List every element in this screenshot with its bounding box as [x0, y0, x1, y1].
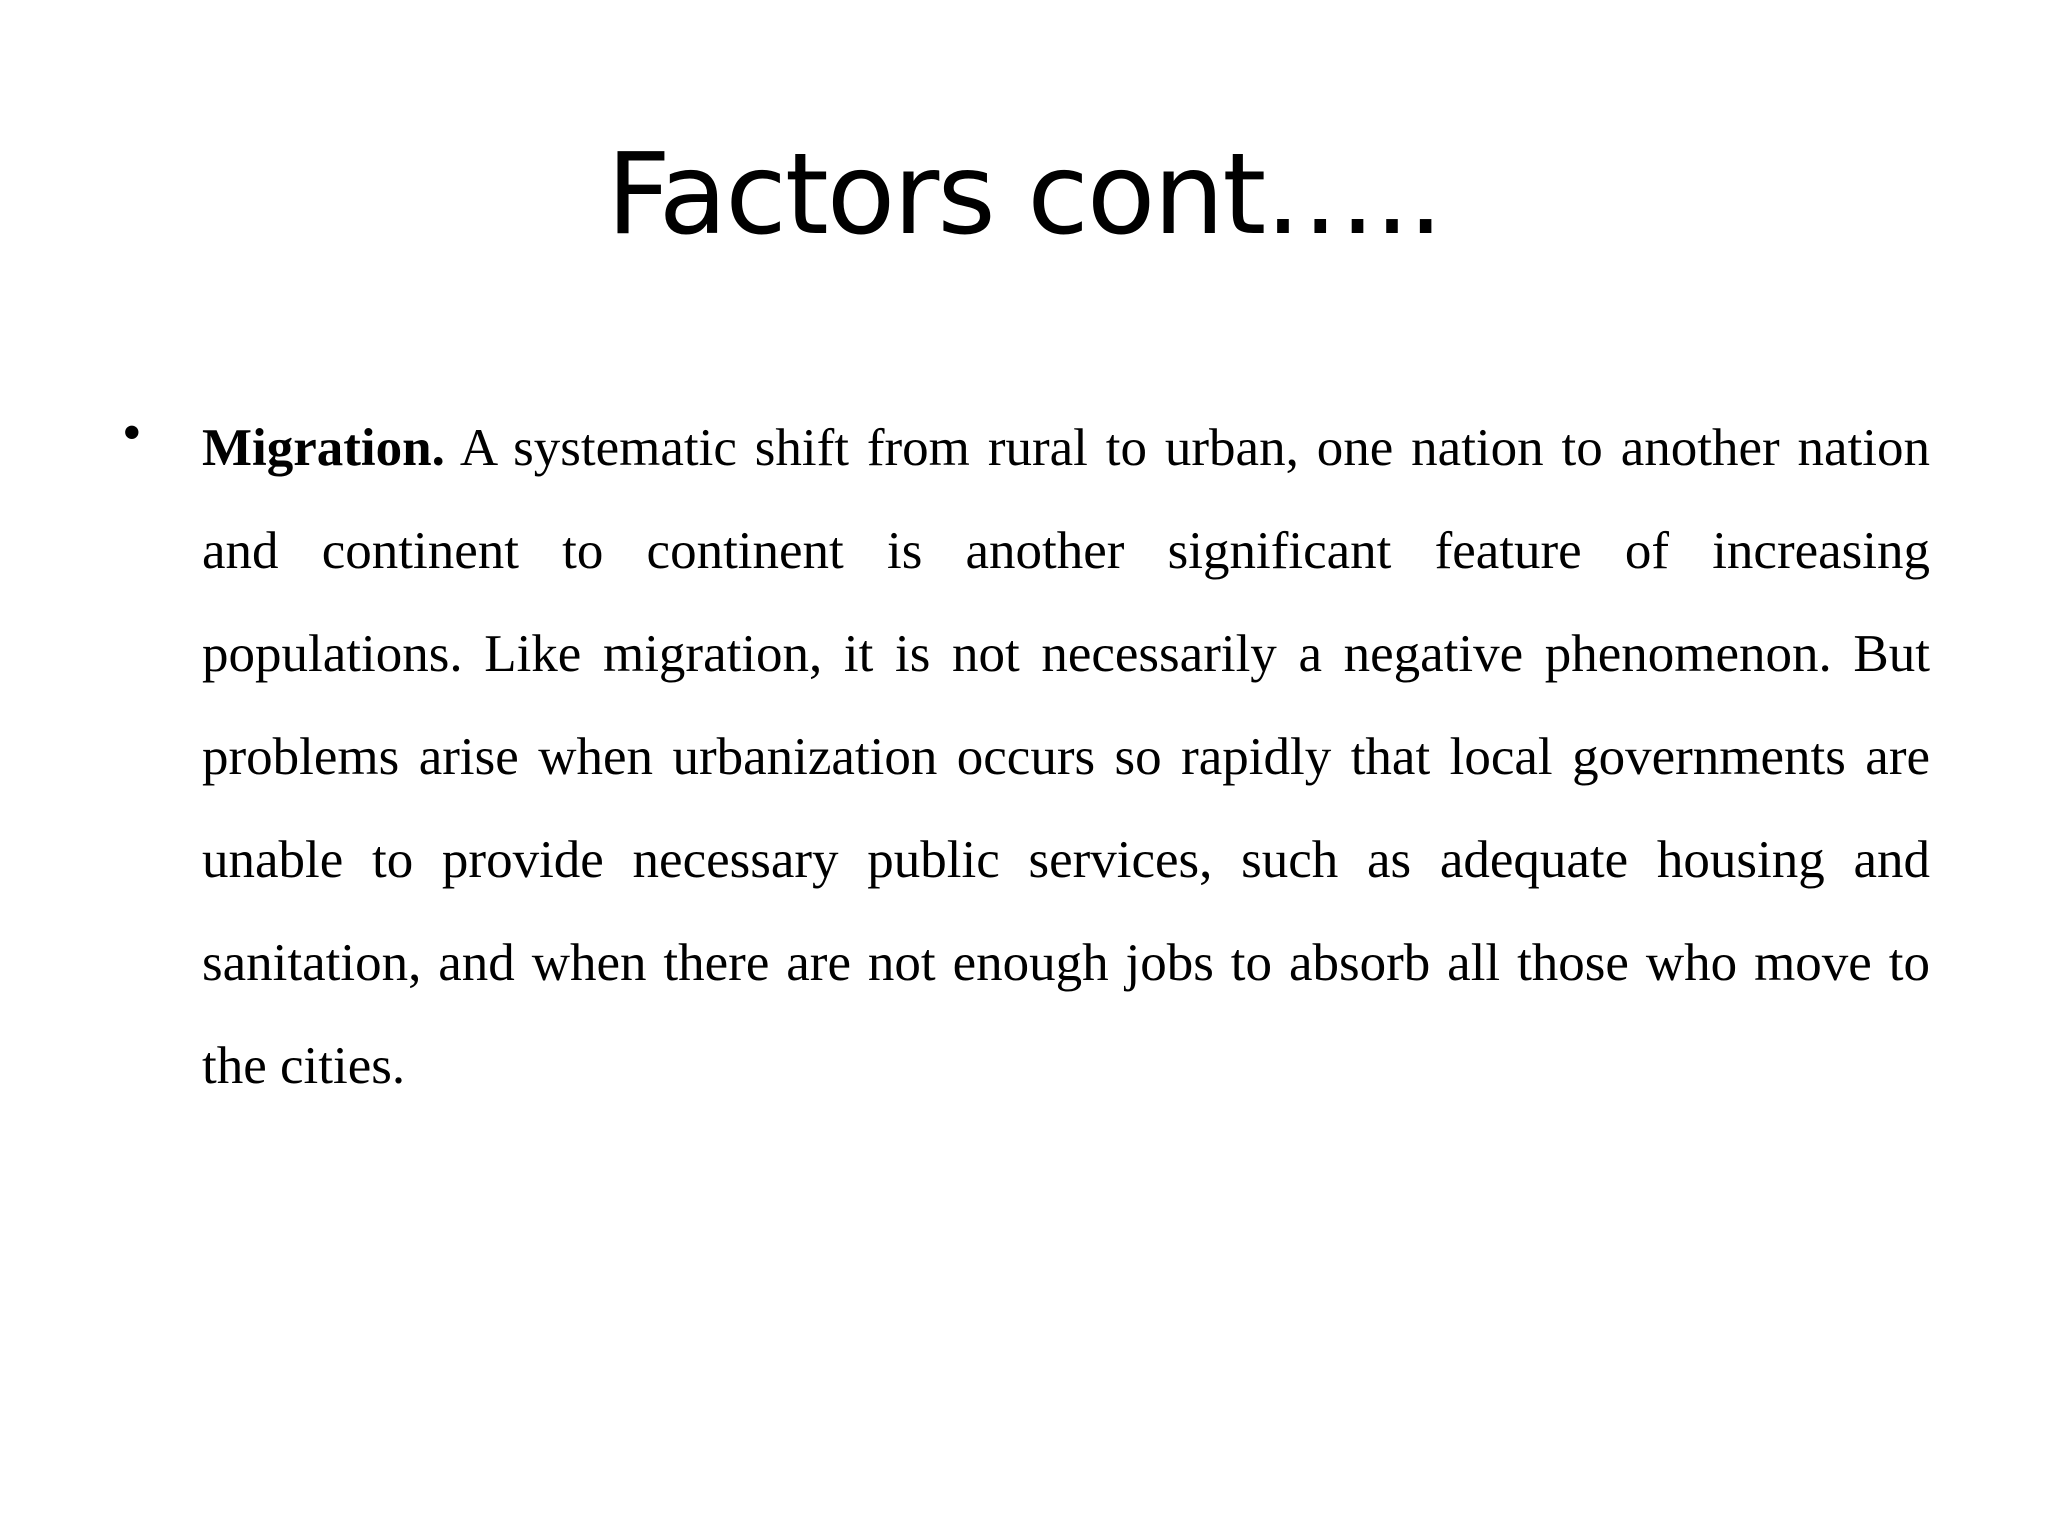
bullet-body-text: A systematic shift from rural to urban, one nation to another nation and continent to continent is another significant feature of increasing populations. Like migration, it is not necessarily a negative phenomenon. But problems arise when urbanization occurs so rapidly that local governments are unable to provide necessary public services, such as adequate housing and sanitation, and when there are not enough jobs to absorb all those who move to the cities. — [202, 419, 1930, 1095]
bullet-paragraph — [202, 397, 1930, 1118]
bullet-point-icon: • — [122, 402, 142, 464]
slide-title: Factors cont….. — [606, 130, 1442, 260]
bullet-lead-term: Migration. — [202, 419, 445, 477]
